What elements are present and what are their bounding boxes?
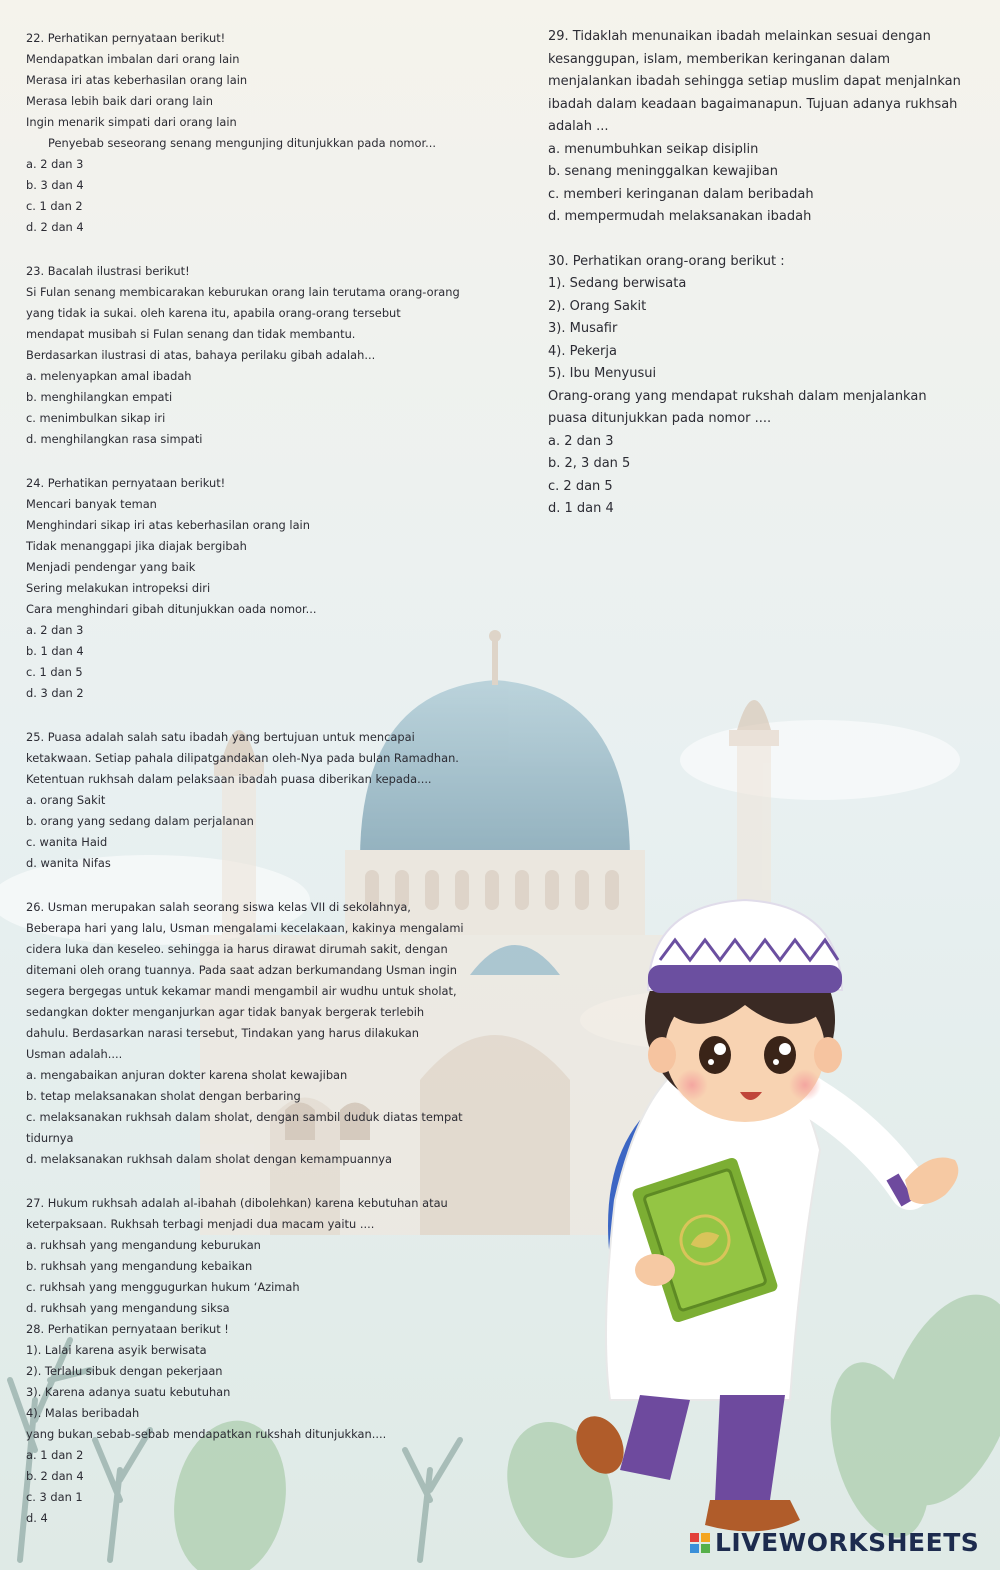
statement-item: Menghindari sikap iri atas keberhasilan orang lain <box>26 518 310 532</box>
option-c: c. wanita Haid <box>26 835 108 849</box>
statement-item: Ingin menarik simpati dari orang lain <box>26 115 237 129</box>
question-22-prompt: Penyebab seseorang senang mengunjing ditunjukkan pada nomor... <box>48 136 436 150</box>
option-d: d. mempermudah melaksanakan ibadah <box>548 209 812 224</box>
option-b: b. senang meninggalkan kewajiban <box>548 164 778 179</box>
question-line: Orang-orang yang mendapat rukshah dalam menjalankan <box>548 388 927 404</box>
option-d: d. wanita Nifas <box>26 856 111 870</box>
option-d: d. menghilangkan rasa simpati <box>26 432 203 446</box>
option-d: d. 4 <box>26 1511 48 1525</box>
option-b: b. orang yang sedang dalam perjalanan <box>26 814 254 828</box>
question-24 <box>26 473 506 704</box>
statement-item: 1). Sedang berwisata <box>548 276 687 291</box>
question-23 <box>26 261 506 450</box>
option-b: b. rukhsah yang mengandung kebaikan <box>26 1259 253 1273</box>
option-c: c. memberi keringanan dalam beribadah <box>548 186 814 202</box>
option-d: d. 2 dan 4 <box>26 220 84 234</box>
question-22 <box>26 28 506 238</box>
question-line: 29. Tidaklah menunaikan ibadah melainkan sesuai dengan <box>548 29 931 44</box>
option-c: c. 1 dan 5 <box>26 665 83 679</box>
option-a: a. melenyapkan amal ibadah <box>26 369 192 383</box>
option-c: c. rukhsah yang menggugurkan hukum ‘Azimah <box>26 1280 300 1294</box>
question-line: ibadah dalam keadaan bagaimanapun. Tujuan adanya rukhsah <box>548 96 958 112</box>
question-line: keterpaksaan. Rukhsah terbagi menjadi dua macam yaitu .... <box>26 1217 375 1231</box>
question-line: dahulu. Berdasarkan narasi tersebut, Tindakan yang harus dilakukan <box>26 1026 419 1040</box>
statement-item: Merasa iri atas keberhasilan orang lain <box>26 73 248 87</box>
question-30-heading: 30. Perhatikan orang-orang berikut : <box>548 253 785 269</box>
question-line: 27. Hukum rukhsah adalah al-ibahah (dibolehkan) karena kebutuhan atau <box>26 1196 448 1210</box>
question-line: sedangkan dokter menganjurkan agar tidak banyak bergerak terlebih <box>26 1005 425 1019</box>
right-column <box>548 26 988 543</box>
option-d: d. melaksanakan rukhsah dalam sholat dengan kemampuannya <box>26 1152 393 1166</box>
logo-grid-icon <box>690 1533 710 1553</box>
statement-item: 3). Karena adanya suatu kebutuhan <box>26 1385 231 1399</box>
option-a: a. mengabaikan anjuran dokter karena sholat kewajiban <box>26 1068 348 1082</box>
statement-item: 4). Pekerja <box>548 343 617 359</box>
option-a: a. 2 dan 3 <box>26 157 84 171</box>
question-line: Berdasarkan ilustrasi di atas, bahaya perilaku gibah adalah... <box>26 348 376 362</box>
option-d: d. rukhsah yang mengandung siksa <box>26 1301 230 1315</box>
logo-text: LIVEWORKSHEETS <box>715 1528 980 1557</box>
question-line: Ketentuan rukhsah dalam pelaksaan ibadah puasa diberikan kepada.... <box>26 772 432 786</box>
option-b: b. 3 dan 4 <box>26 178 84 192</box>
question-27 <box>26 1193 506 1319</box>
question-line: yang tidak ia sukai. oleh karena itu, apabila orang-orang tersebut <box>26 306 401 320</box>
statement-item: Tidak menanggapi jika diajak bergibah <box>26 539 247 553</box>
statement-item: Mendapatkan imbalan dari orang lain <box>26 52 240 66</box>
option-b: b. 1 dan 4 <box>26 644 84 658</box>
question-line: Si Fulan senang membicarakan keburukan orang lain terutama orang-orang <box>26 285 460 299</box>
statement-item: 4). Malas beribadah <box>26 1406 140 1420</box>
question-29 <box>548 26 988 229</box>
option-d: d. 1 dan 4 <box>548 501 614 516</box>
option-c: c. 1 dan 2 <box>26 199 83 213</box>
option-a: a. 2 dan 3 <box>548 433 614 449</box>
statement-item: 3). Musafir <box>548 321 618 336</box>
option-c-continued: tidurnya <box>26 1131 74 1145</box>
question-24-prompt: Cara menghindari gibah ditunjukkan oada nomor... <box>26 602 317 616</box>
question-25 <box>26 727 506 874</box>
question-23-heading: 23. Bacalah ilustrasi berikut! <box>26 264 190 278</box>
question-line: ketakwaan. Setiap pahala dilipatgandakan oleh-Nya pada bulan Ramadhan. <box>26 751 459 765</box>
question-line: cidera luka dan keseleo. sehingga ia harus dirawat dirumah sakit, dengan <box>26 942 448 956</box>
left-column <box>26 28 506 1552</box>
option-c: c. melaksanakan rukhsah dalam sholat, dengan sambil duduk diatas tempat <box>26 1110 463 1124</box>
statement-item: 1). Lalai karena asyik berwisata <box>26 1343 207 1357</box>
option-c: c. menimbulkan sikap iri <box>26 411 166 425</box>
option-b: b. 2, 3 dan 5 <box>548 456 631 471</box>
option-a: a. 2 dan 3 <box>26 623 84 637</box>
question-28 <box>26 1319 506 1529</box>
question-line: menjalankan ibadah sehingga setiap muslim dapat menjalnkan <box>548 74 961 89</box>
liveworksheets-logo <box>690 1528 979 1557</box>
statement-item: 2). Orang Sakit <box>548 298 647 314</box>
question-line: Beberapa hari yang lalu, Usman mengalami kecelakaan, kakinya mengalami <box>26 921 464 935</box>
question-line: segera bergegas untuk kekamar mandi mengambil air wudhu untuk sholat, <box>26 984 457 998</box>
option-b: b. tetap melaksanakan sholat dengan berbaring <box>26 1089 301 1103</box>
statement-item: Menjadi pendengar yang baik <box>26 560 196 574</box>
option-d: d. 3 dan 2 <box>26 686 84 700</box>
question-line: ditemani oleh orang tuannya. Pada saat adzan berkumandang Usman ingin <box>26 963 458 977</box>
question-28-prompt: yang bukan sebab-sebab mendapatkan rukshah ditunjukkan.... <box>26 1427 387 1441</box>
question-28-heading: 28. Perhatikan pernyataan berikut ! <box>26 1322 229 1336</box>
statement-item: Mencari banyak teman <box>26 497 157 511</box>
question-30 <box>548 251 988 521</box>
question-22-heading: 22. Perhatikan pernyataan berikut! <box>26 31 226 45</box>
question-line: Usman adalah.... <box>26 1047 123 1061</box>
option-b: b. 2 dan 4 <box>26 1469 84 1483</box>
option-b: b. menghilangkan empati <box>26 390 173 404</box>
statement-item: Sering melakukan intropeksi diri <box>26 581 211 595</box>
question-line: puasa ditunjukkan pada nomor .... <box>548 411 772 426</box>
statement-item: 5). Ibu Menyusui <box>548 366 657 381</box>
option-a: a. 1 dan 2 <box>26 1448 84 1462</box>
option-a: a. rukhsah yang mengandung keburukan <box>26 1238 261 1252</box>
option-a: a. orang Sakit <box>26 793 106 807</box>
question-line: mendapat musibah si Fulan senang dan tidak membantu. <box>26 327 356 341</box>
question-24-heading: 24. Perhatikan pernyataan berikut! <box>26 476 226 490</box>
question-26 <box>26 897 506 1170</box>
statement-item: 2). Terlalu sibuk dengan pekerjaan <box>26 1364 223 1378</box>
option-c: c. 2 dan 5 <box>548 478 613 494</box>
question-line: 26. Usman merupakan salah seorang siswa kelas VII di sekolahnya, <box>26 900 411 914</box>
question-line: kesanggupan, islam, memberikan keringanan dalam <box>548 51 891 67</box>
statement-item: Merasa lebih baik dari orang lain <box>26 94 213 108</box>
question-line: 25. Puasa adalah salah satu ibadah yang bertujuan untuk mencapai <box>26 730 415 744</box>
option-a: a. menumbuhkan seikap disiplin <box>548 141 759 157</box>
question-line: adalah ... <box>548 119 609 134</box>
option-c: c. 3 dan 1 <box>26 1490 83 1504</box>
